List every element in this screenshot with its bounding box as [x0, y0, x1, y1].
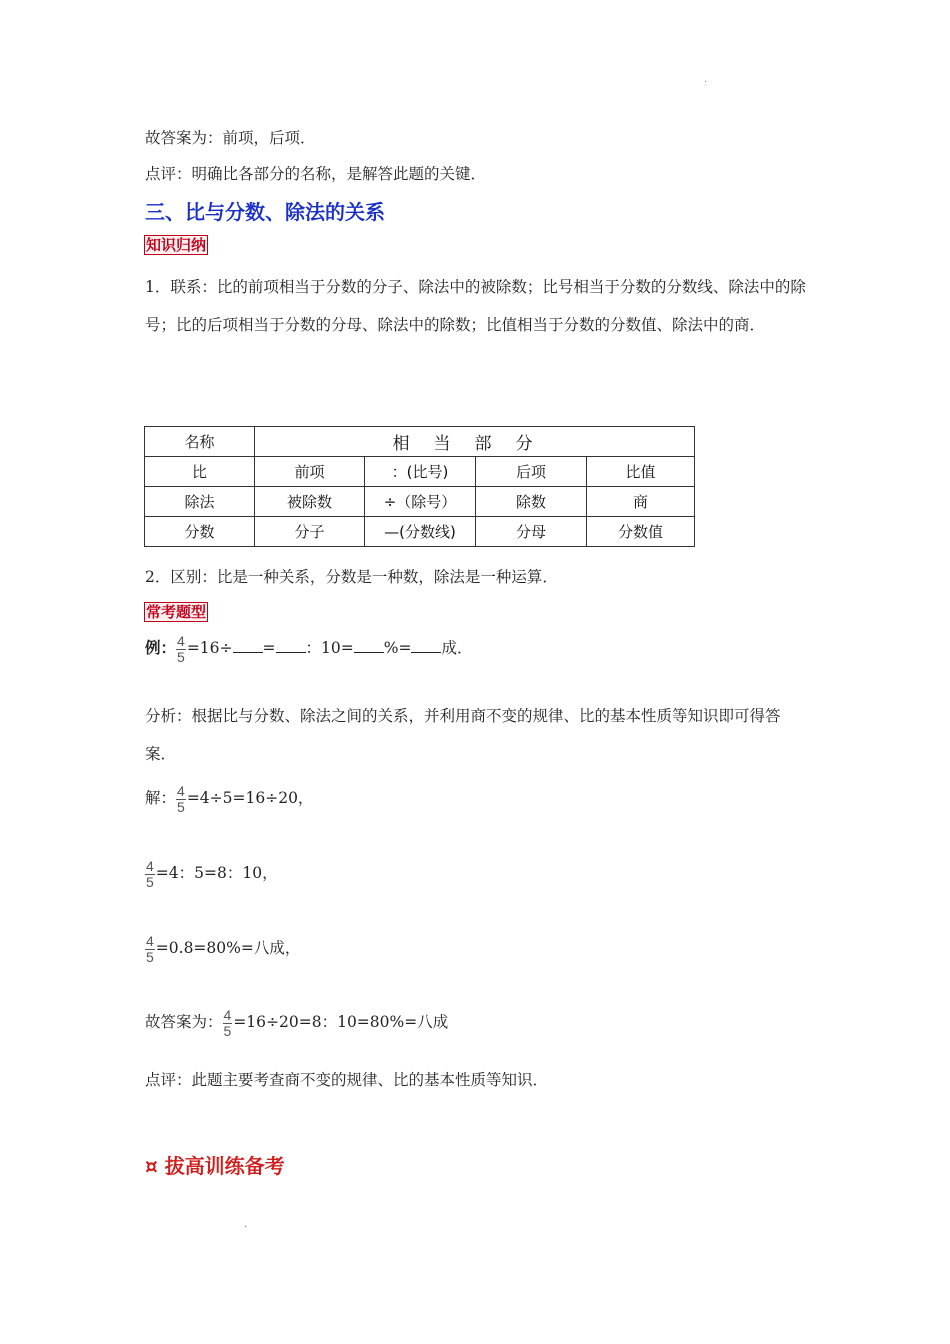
analysis-paragraph: 分析：根据比与分数、除法之间的关系，并利用商不变的规律、比的基本性质等知识即可得答案．: [145, 707, 781, 763]
table-cell: 除法: [145, 487, 255, 517]
table-cell: 分数: [145, 517, 255, 547]
fraction-four-fifths: $\frac{4}{5}$: [177, 782, 185, 815]
fraction-four-fifths: $\frac{4}{5}$: [223, 1006, 232, 1039]
table-row: [145, 457, 695, 487]
answer-blank: [276, 638, 306, 653]
relationship-table: [144, 426, 695, 547]
answer-blank: [233, 638, 263, 653]
table-cell: 商: [587, 487, 695, 517]
table-cell: 分数值: [587, 517, 695, 547]
knowledge-point-2: 2．区别：比是一种关系，分数是一种数，除法是一种运算．: [145, 568, 558, 586]
page-dot-bottom: .: [244, 1219, 248, 1230]
table-cell: 前项: [255, 457, 365, 487]
solution-line-1: 解： $\frac{4}{5}$ =4÷5=16÷20，: [145, 782, 314, 815]
table-header-parts: 相当部分: [255, 427, 695, 457]
answer-line-1: 故答案为：前项，后项．: [145, 129, 316, 147]
table-cell: 分母: [476, 517, 587, 547]
table-row: [145, 517, 695, 547]
table-cell: 比: [145, 457, 255, 487]
answer-line-2: 故答案为： $\frac{4}{5}$ =16÷20=8：10=80%=八成: [145, 1006, 449, 1039]
tag-knowledge-summary: 知识归纳: [146, 236, 207, 254]
comment-line-2: 点评：此题主要考查商不变的规律、比的基本性质等知识．: [145, 1071, 549, 1089]
answer-blank: [354, 638, 384, 653]
section-title-advanced-training: ¤ 拔高训练备考: [145, 1154, 285, 1178]
fraction-four-fifths: $\frac{4}{5}$: [146, 857, 154, 890]
page-dot-top: .: [704, 74, 708, 85]
answer-blank: [411, 638, 441, 653]
solution-line-2: $\frac{4}{5}$ =4：5=8：10，: [146, 857, 278, 890]
table-header-row: [145, 427, 695, 457]
solution-line-3: $\frac{4}{5}$ =0.8=80%=八成，: [146, 932, 301, 965]
table-header-name: 名称: [145, 427, 255, 457]
comment-line-1: 点评：明确比各部分的名称，是解答此题的关键．: [145, 165, 487, 183]
table-cell: 除数: [476, 487, 587, 517]
tag-common-questions: 常考题型: [146, 603, 207, 621]
table-cell: 比值: [587, 457, 695, 487]
example-line: 例： $\frac{4}{5}$ =16÷ = ：10= %= 成．: [145, 632, 473, 665]
knowledge-point-1: 1．联系：比的前项相当于分数的分子、除法中的被除数；比号相当于分数的分数线、除法中的除号；比的后项相当于分数的分母、除法中的除数；比值相当于分数的分数值、除法中的商．: [145, 278, 806, 334]
table-cell: —(分数线): [365, 517, 476, 547]
fraction-four-fifths: $\frac{4}{5}$: [177, 632, 185, 665]
table-row: [145, 487, 695, 517]
table-cell: 被除数: [255, 487, 365, 517]
section-title-ratio-fraction-division: 三、比与分数、除法的关系: [145, 200, 385, 224]
table-cell: 分子: [255, 517, 365, 547]
table-cell: ÷（除号）: [365, 487, 476, 517]
solution-label: 解：: [145, 789, 177, 807]
table-cell: ：(比号): [365, 457, 476, 487]
table-cell: 后项: [476, 457, 587, 487]
example-label: 例：: [145, 638, 177, 657]
fraction-four-fifths: $\frac{4}{5}$: [146, 932, 154, 965]
